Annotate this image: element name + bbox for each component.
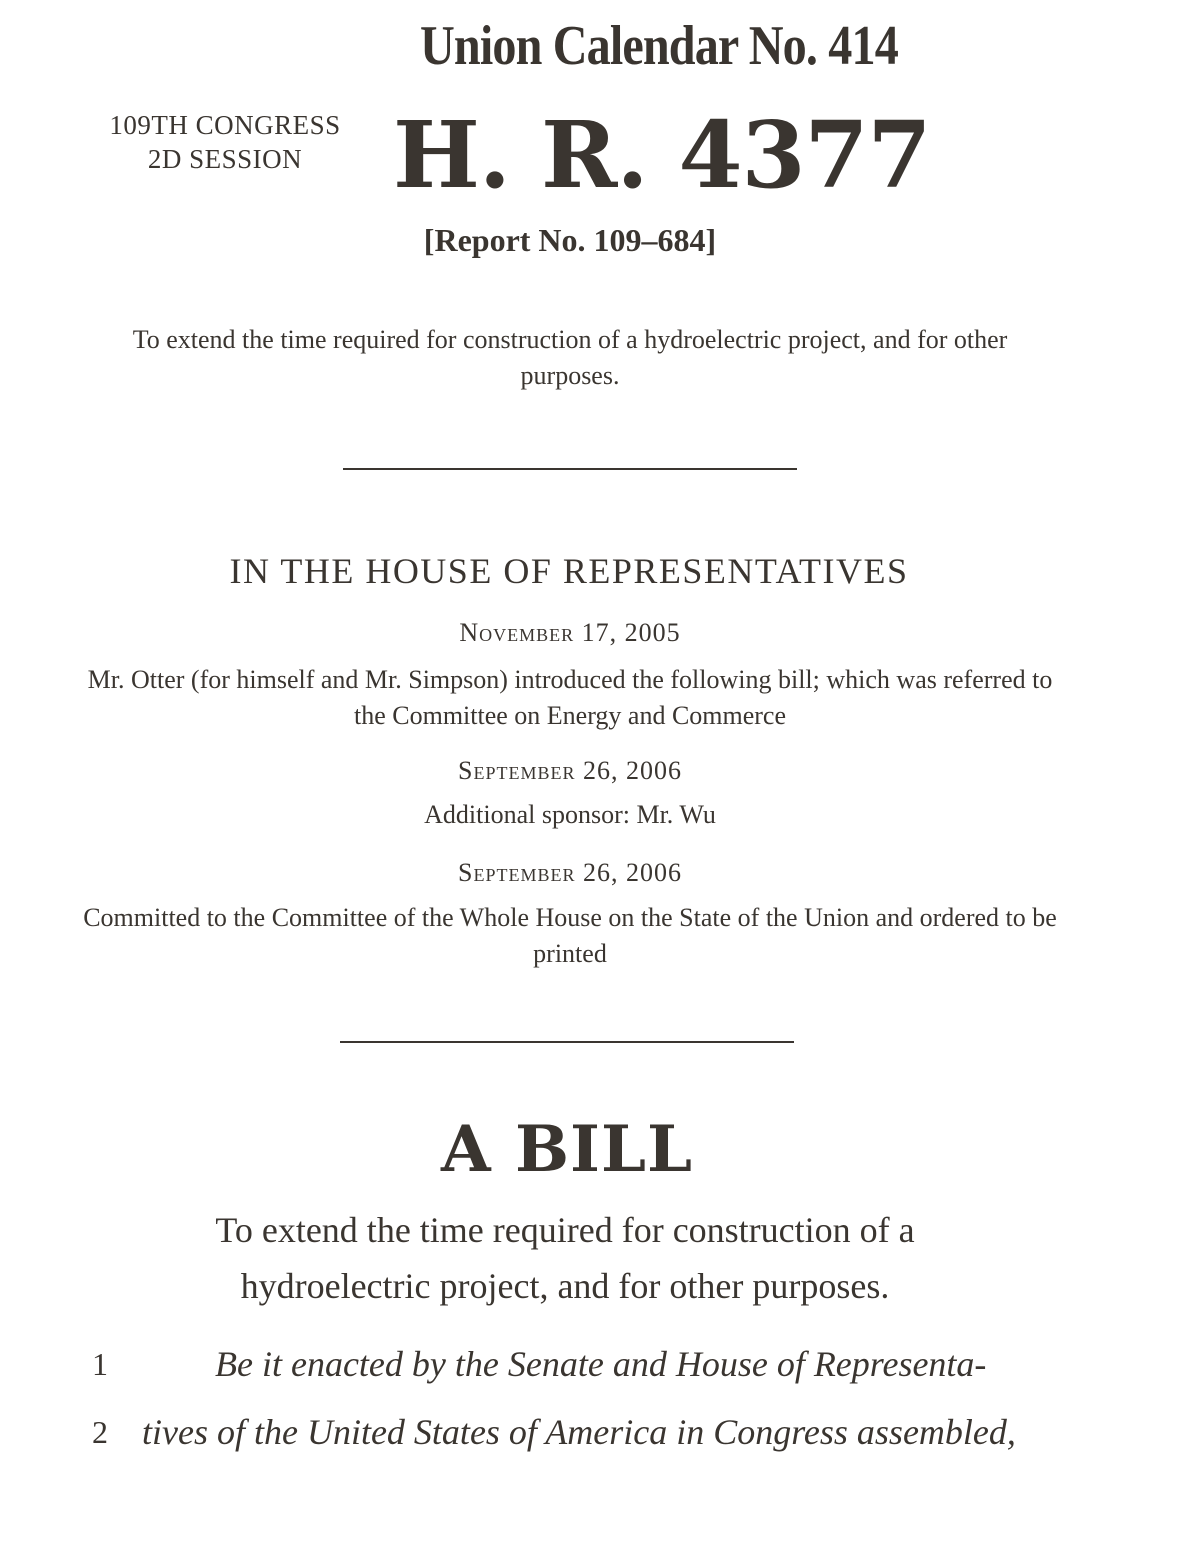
report-number: [Report No. 109–684] bbox=[423, 222, 717, 258]
line-number: 1 bbox=[92, 1346, 108, 1382]
bill-purpose: To extend the time required for construction of a hydroelectric project, and for other purposes. bbox=[215, 1210, 915, 1306]
action-date-introduced: November 17, 2005 bbox=[459, 618, 681, 647]
divider-bottom bbox=[340, 1041, 794, 1043]
bill-heading: A BILL bbox=[441, 1112, 693, 1187]
enacting-clause-line: Be it enacted by the Senate and House of Representa- bbox=[215, 1344, 987, 1384]
action-date-committed: September 26, 2006 bbox=[458, 858, 682, 887]
bill-number: H. R. 4377 bbox=[393, 101, 931, 209]
congress-session-block bbox=[60, 108, 390, 176]
action-text-sponsor: Additional sponsor: Mr. Wu bbox=[424, 800, 716, 829]
action-text-committed: Committed to the Committee of the Whole House on the State of the Union and ordered to be printed bbox=[83, 903, 1057, 968]
action-date-sponsor: September 26, 2006 bbox=[458, 756, 682, 785]
chamber-heading: IN THE HOUSE OF REPRESENTATIVES bbox=[229, 551, 909, 591]
union-calendar-number: Union Calendar No. 414 bbox=[420, 15, 898, 77]
action-text-introduced: Mr. Otter (for himself and Mr. Simpson) introduced the following bill; which was referred to the Committee on Energy and Commerce bbox=[87, 665, 1053, 730]
session-label: 2D SESSION bbox=[147, 144, 303, 174]
divider-top bbox=[343, 468, 797, 470]
congress-label: 109TH CONGRESS bbox=[109, 110, 341, 140]
line-number: 2 bbox=[92, 1414, 108, 1450]
enacting-clause-line: tives of the United States of America in Congress assembled, bbox=[142, 1412, 1016, 1452]
purpose-summary: To extend the time required for construction of a hydroelectric project, and for other purposes. bbox=[132, 325, 1008, 390]
